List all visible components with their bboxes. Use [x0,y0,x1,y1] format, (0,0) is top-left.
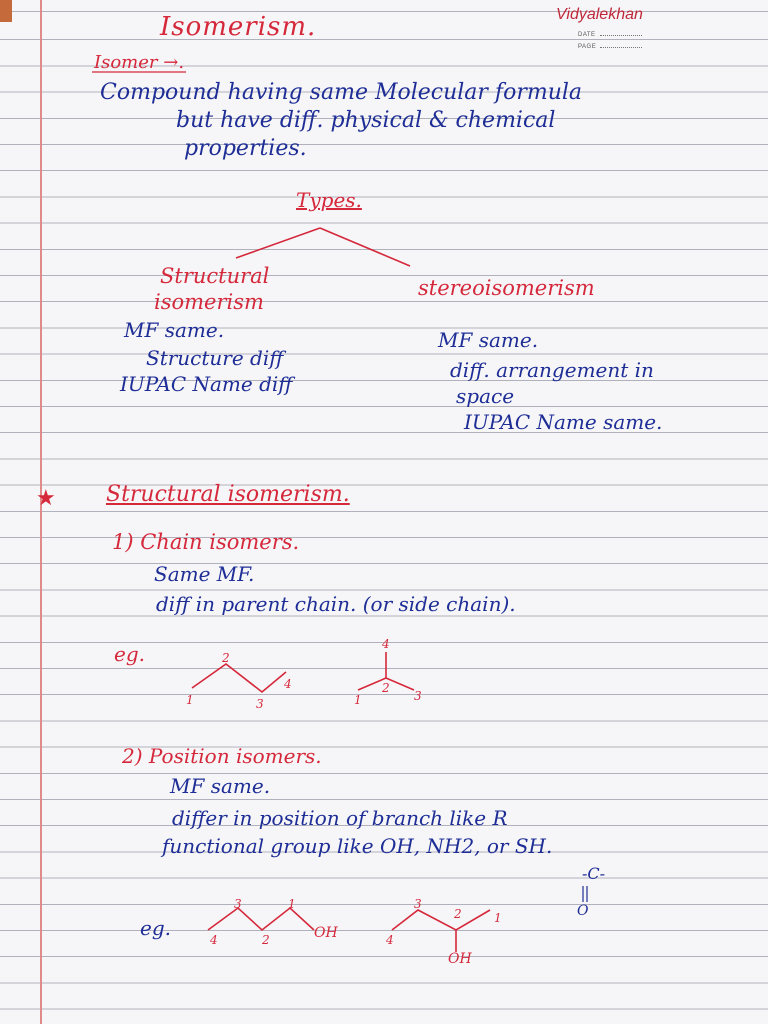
chain-point-1: Same MF. [154,562,255,586]
page-field: PAGE [578,44,642,50]
brand-logo: Vidyalekhan [556,6,643,23]
carbonyl-bond [583,886,587,902]
stereo-point-3: space [456,384,515,408]
position-eg-label: eg. [140,916,171,940]
pos-mol1-oh: OH [314,925,338,941]
chain-eg-label: eg. [114,642,145,666]
types-branch-right [320,228,410,266]
pos-mol2-label-4: 4 [386,933,394,947]
chain-heading: 1) Chain isomers. [112,530,300,554]
position-mol2 [392,907,490,952]
structural-point-3: IUPAC Name diff [120,372,293,396]
pos-mol2-oh: OH [448,951,472,967]
page-title: Isomerism. [160,12,317,42]
carbonyl-oxygen: O [577,903,589,919]
pos-mol1-label-3: 3 [234,897,242,911]
structural-point-2: Structure diff [146,346,284,370]
structural-heading-1: Structural [160,264,270,288]
chain-mol2-label-1: 1 [354,693,362,707]
date-field: DATE [578,32,642,38]
structural-section-heading: Structural isomerism. [106,482,350,507]
types-branch-left [236,228,320,258]
stereo-point-4: IUPAC Name same. [464,410,663,434]
stereo-heading: stereoisomerism [418,276,595,300]
carbonyl-group: -C- [582,864,606,883]
definition-line-1: Compound having same Molecular formula [100,80,583,105]
chain-mol1-label-4: 4 [284,677,292,691]
pos-mol2-label-2: 2 [454,907,462,921]
chain-mol1-label-1: 1 [186,693,194,707]
position-heading: 2) Position isomers. [122,744,322,768]
position-point-1: MF same. [170,774,271,798]
definition-line-2: but have diff. physical & chemical [176,108,556,133]
chain-mol2-label-2: 2 [382,681,390,695]
position-point-2: differ in position of branch like R [172,806,508,830]
chain-mol1 [192,664,286,692]
chain-mol1-label-2: 2 [222,651,230,665]
stereo-point-1: MF same. [438,328,539,352]
pos-mol1-label-4: 4 [210,933,218,947]
chain-mol2-label-3: 3 [414,689,422,703]
chain-point-2: diff in parent chain. (or side chain). [156,592,516,616]
position-point-3: functional group like OH, NH2, or SH. [162,834,553,858]
pos-mol1-label-2: 2 [262,933,270,947]
chain-mol1-label-3: 3 [256,697,264,711]
pos-mol2-label-1: 1 [494,911,502,925]
pos-mol2-label-3: 3 [414,897,422,911]
structural-heading-2: isomerism [154,290,264,314]
stereo-point-2: diff. arrangement in [450,358,654,382]
definition-line-3: properties. [184,136,307,161]
isomer-heading: Isomer →. [94,52,185,73]
chain-mol2-label-4: 4 [382,637,390,651]
structural-point-1: MF same. [124,318,225,342]
star-icon: ★ [36,486,56,511]
position-mol1 [208,908,314,930]
types-heading: Types. [296,188,362,212]
pos-mol1-label-1: 1 [288,897,296,911]
